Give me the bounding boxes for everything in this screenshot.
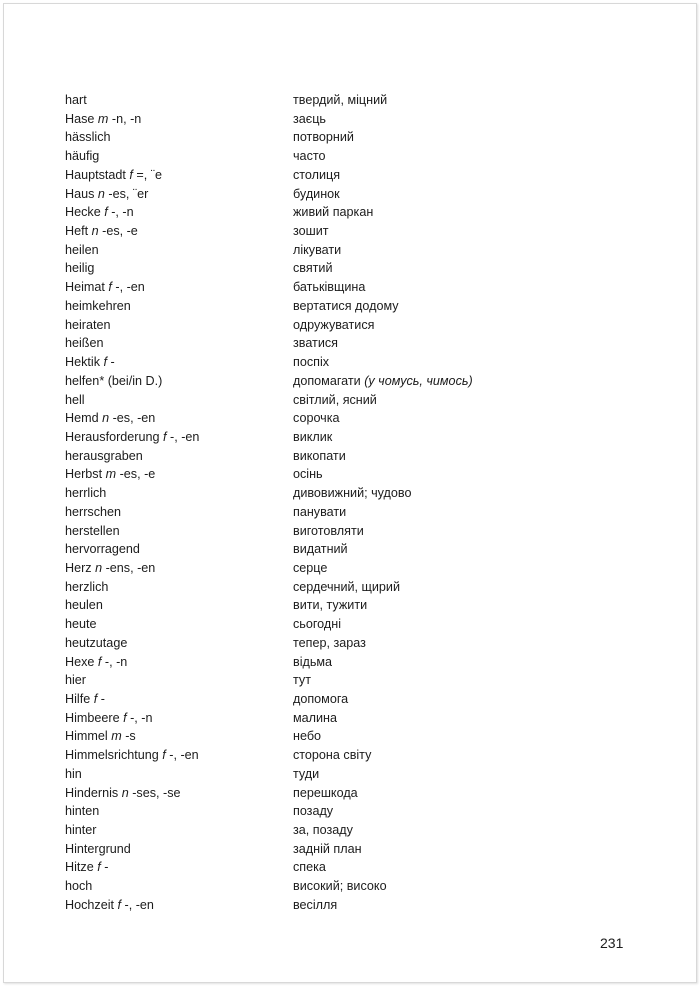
vocab-entry [65, 447, 545, 466]
vocab-entry [65, 596, 545, 615]
translation-text: за, позаду [293, 823, 353, 838]
ukrainian-translation [293, 522, 364, 541]
german-headword [65, 222, 138, 241]
headword-text: hässlich [65, 130, 111, 145]
gender-marker: f [162, 748, 166, 763]
vocab-entry [65, 409, 545, 428]
headword-text: heilig [65, 261, 95, 276]
german-headword [65, 409, 155, 428]
headword-text: Hitze [65, 860, 94, 875]
german-headword [65, 185, 148, 204]
vocab-entry [65, 522, 545, 541]
ukrainian-translation [293, 559, 327, 578]
translation-text: сьогодні [293, 617, 342, 632]
translation-text: виготовляти [293, 523, 364, 538]
headword-text: Himmelsrichtung [65, 748, 159, 763]
headword-text: Herausforderung [65, 429, 160, 444]
german-headword [65, 241, 99, 260]
translation-text: небо [293, 729, 322, 744]
gender-marker: m [111, 729, 122, 744]
ukrainian-translation [293, 896, 337, 915]
translation-text: зошит [293, 224, 329, 239]
vocab-entry [65, 765, 545, 784]
headword-text: herrlich [65, 486, 107, 501]
german-headword [65, 840, 131, 859]
headword-text: hoch [65, 879, 93, 894]
ukrainian-translation [293, 727, 321, 746]
vocab-entry [65, 671, 545, 690]
vocab-entry [65, 709, 545, 728]
ukrainian-translation [293, 147, 326, 166]
german-headword [65, 784, 181, 803]
ukrainian-translation [293, 128, 354, 147]
gender-marker: f [93, 692, 98, 706]
headword-text: herausgraben [65, 448, 143, 463]
inflection-forms: -s [125, 729, 136, 744]
ukrainian-translation [293, 409, 340, 428]
ukrainian-translation [293, 615, 341, 634]
vocab-entry [65, 634, 545, 653]
translation-text: відьма [293, 654, 333, 669]
german-headword [65, 540, 140, 559]
german-headword [65, 334, 104, 353]
german-headword [65, 503, 121, 522]
ukrainian-translation [293, 259, 333, 278]
headword-text: helfen* (bei/in D.) [65, 373, 163, 388]
ukrainian-translation [293, 428, 332, 447]
headword-text: heilen [65, 242, 99, 257]
vocab-entry [65, 278, 545, 297]
headword-text: Hecke [65, 205, 101, 220]
vocab-entry [65, 185, 545, 204]
ukrainian-translation [293, 821, 353, 840]
german-headword [65, 765, 82, 784]
ukrainian-translation [293, 203, 373, 222]
vocab-entry [65, 877, 545, 896]
vocab-entry [65, 484, 545, 503]
german-headword [65, 653, 127, 672]
inflection-forms: -, -n [130, 710, 153, 725]
translation-text: лікувати [293, 242, 342, 257]
german-headword [65, 896, 154, 915]
german-headword [65, 447, 143, 466]
german-headword [65, 671, 86, 690]
gender-marker: f [123, 710, 127, 725]
inflection-forms: -n, -n [111, 111, 142, 126]
german-headword [65, 821, 97, 840]
vocab-entry [65, 297, 545, 316]
german-headword [65, 465, 155, 484]
headword-text: heulen [65, 598, 103, 613]
german-headword [65, 615, 97, 634]
german-headword [65, 316, 111, 335]
translation-text: серце [293, 560, 328, 575]
inflection-forms: -, -n [104, 654, 128, 669]
inflection-forms: -es, -en [112, 411, 156, 426]
translation-text: потворний [293, 130, 354, 145]
ukrainian-translation [293, 297, 399, 316]
german-headword [65, 372, 162, 391]
ukrainian-translation [293, 278, 365, 297]
translation-text: столиця [293, 167, 341, 182]
headword-text: Hindernis [65, 785, 119, 800]
german-headword [65, 727, 136, 746]
vocab-entry [65, 203, 545, 222]
vocab-entry [65, 896, 545, 915]
gender-marker: f [117, 897, 121, 912]
gender-marker: f [97, 654, 102, 669]
vocab-entry [65, 259, 545, 278]
translation-text: живий паркан [293, 205, 374, 220]
translation-text: допомога [293, 692, 349, 706]
ukrainian-translation [293, 241, 341, 260]
ukrainian-translation [293, 578, 400, 597]
vocab-entry [65, 353, 545, 372]
usage-note: (у чомусь, чимось) [364, 373, 473, 388]
gender-marker: f [103, 355, 107, 370]
inflection-forms: -ses, -se [132, 785, 181, 800]
ukrainian-translation [293, 353, 329, 372]
translation-text: поспіх [293, 355, 330, 370]
headword-text: häufig [65, 149, 100, 164]
ukrainian-translation [293, 316, 374, 335]
inflection-forms: =, ¨e [136, 167, 162, 182]
german-headword [65, 484, 106, 503]
headword-text: Hilfe [65, 692, 91, 706]
headword-text: Hauptstadt [65, 167, 126, 182]
german-headword [65, 110, 141, 129]
headword-text: Hochzeit [65, 897, 114, 912]
vocab-entry [65, 802, 545, 821]
translation-text: батьківщина [293, 280, 366, 295]
translation-text: світлий, ясний [293, 392, 377, 407]
ukrainian-translation [293, 372, 473, 391]
translation-text: допомагати [293, 373, 361, 388]
vocab-entry [65, 128, 545, 147]
headword-text: heutzutage [65, 635, 128, 650]
ukrainian-translation [293, 503, 346, 522]
ukrainian-translation [293, 690, 348, 709]
vocab-entry [65, 746, 545, 765]
vocab-entry [65, 428, 545, 447]
german-headword [65, 147, 99, 166]
translation-text: тут [293, 673, 311, 688]
headword-text: Hexe [65, 654, 95, 669]
translation-text: позаду [293, 804, 334, 819]
vocab-entry [65, 166, 545, 185]
inflection-forms: -, -n [111, 205, 134, 220]
headword-text: hinten [65, 804, 100, 819]
ukrainian-translation [293, 222, 329, 241]
vocab-entry [65, 316, 545, 335]
gender-marker: n [102, 411, 110, 426]
vocab-entry [65, 540, 545, 559]
german-headword [65, 709, 152, 728]
gender-marker: f [129, 167, 133, 182]
vocab-entry [65, 91, 545, 110]
ukrainian-translation [293, 540, 348, 559]
headword-text: Haus [65, 186, 95, 201]
translation-text: спека [293, 860, 326, 875]
german-headword [65, 522, 120, 541]
dictionary-page [3, 3, 697, 983]
translation-text: панувати [293, 504, 347, 519]
german-headword [65, 297, 131, 316]
vocab-entry [65, 241, 545, 260]
vocab-entry [65, 391, 545, 410]
headword-text: Herz [65, 560, 92, 575]
headword-text: heimkehren [65, 298, 131, 313]
ukrainian-translation [293, 634, 366, 653]
translation-text: одружуватися [293, 317, 375, 332]
gender-marker: f [97, 860, 101, 875]
german-headword [65, 91, 87, 110]
translation-text: сорочка [293, 411, 340, 426]
inflection-forms: - [104, 860, 109, 875]
german-headword [65, 203, 134, 222]
translation-text: святий [293, 261, 333, 276]
translation-text: туди [293, 766, 320, 781]
inflection-forms: -, -en [169, 748, 199, 763]
translation-text: весілля [293, 897, 338, 912]
page-number: 231 [600, 935, 624, 951]
headword-text: Hase [65, 111, 95, 126]
vocab-entry [65, 465, 545, 484]
translation-text: тепер, зараз [293, 635, 366, 650]
vocab-entry [65, 147, 545, 166]
ukrainian-translation [293, 709, 337, 728]
inflection-forms: -es, ¨er [108, 186, 149, 201]
german-headword [65, 428, 199, 447]
vocab-entry [65, 784, 545, 803]
headword-text: hell [65, 392, 85, 407]
ukrainian-translation [293, 671, 311, 690]
inflection-forms: -, -en [124, 897, 154, 912]
translation-text: сторона світу [293, 748, 372, 763]
vocab-entry [65, 222, 545, 241]
ukrainian-translation [293, 877, 387, 896]
inflection-forms: -es, -e [102, 224, 138, 239]
german-headword [65, 802, 99, 821]
inflection-forms: -, -en [115, 280, 145, 295]
inflection-forms: -, -en [170, 429, 200, 444]
vocab-entry [65, 858, 545, 877]
translation-text: заєць [293, 111, 326, 126]
headword-text: heiraten [65, 317, 111, 332]
gender-marker: n [91, 224, 99, 239]
german-headword [65, 746, 199, 765]
inflection-forms: - [100, 692, 105, 706]
vocab-entry [65, 110, 545, 129]
ukrainian-translation [293, 765, 319, 784]
headword-text: hin [65, 766, 82, 781]
vocab-entry [65, 615, 545, 634]
vocab-entry [65, 821, 545, 840]
translation-text: задній план [293, 841, 362, 856]
german-headword [65, 858, 108, 877]
german-headword [65, 166, 162, 185]
vocab-entry [65, 578, 545, 597]
headword-text: Himbeere [65, 710, 120, 725]
translation-text: видатний [293, 542, 348, 557]
german-headword [65, 690, 105, 709]
headword-text: hier [65, 673, 86, 688]
translation-text: часто [293, 149, 326, 164]
translation-text: вити, тужити [293, 598, 368, 613]
headword-text: hervorragend [65, 542, 140, 557]
ukrainian-translation [293, 653, 332, 672]
inflection-forms: -es, -e [119, 467, 156, 482]
translation-text: зватися [293, 336, 338, 351]
vocab-entry [65, 690, 545, 709]
vocab-entry [65, 334, 545, 353]
ukrainian-translation [293, 596, 367, 615]
translation-text: малина [293, 710, 338, 725]
gender-marker: n [97, 186, 105, 201]
translation-text: осінь [293, 467, 323, 482]
ukrainian-translation [293, 110, 326, 129]
translation-text: будинок [293, 186, 340, 201]
german-headword [65, 391, 85, 410]
inflection-forms: -ens, -en [105, 560, 156, 575]
vocab-entry [65, 727, 545, 746]
german-headword [65, 596, 103, 615]
gender-marker: n [121, 785, 129, 800]
ukrainian-translation [293, 484, 411, 503]
headword-text: heißen [65, 336, 104, 351]
gender-marker: m [97, 111, 109, 126]
translation-text: виклик [293, 429, 333, 444]
ukrainian-translation [293, 166, 340, 185]
vocab-entry [65, 503, 545, 522]
ukrainian-translation [293, 334, 338, 353]
ukrainian-translation [293, 185, 340, 204]
translation-text: викопати [293, 448, 346, 463]
ukrainian-translation [293, 465, 323, 484]
gender-marker: m [105, 467, 117, 482]
translation-text: перешкода [293, 785, 358, 800]
ukrainian-translation [293, 447, 346, 466]
headword-text: Hintergrund [65, 841, 131, 856]
german-headword [65, 578, 108, 597]
translation-text: високий; високо [293, 879, 387, 894]
headword-text: herstellen [65, 523, 120, 538]
ukrainian-translation [293, 746, 371, 765]
gender-marker: n [95, 560, 103, 575]
german-headword [65, 259, 94, 278]
german-headword [65, 634, 127, 653]
german-headword [65, 128, 111, 147]
gender-marker: f [108, 280, 112, 295]
german-headword [65, 353, 115, 372]
vocabulary-list [65, 91, 545, 915]
headword-text: herzlich [65, 579, 109, 594]
vocab-entry [65, 372, 545, 391]
headword-text: Heft [65, 224, 89, 239]
headword-text: Himmel [65, 729, 108, 744]
headword-text: Hemd [65, 411, 99, 426]
ukrainian-translation [293, 91, 387, 110]
headword-text: Heimat [65, 280, 105, 295]
headword-text: hinter [65, 823, 97, 838]
translation-text: вертатися додому [293, 298, 399, 313]
vocab-entry [65, 653, 545, 672]
translation-text: дивовижний; чудово [293, 486, 412, 501]
gender-marker: f [163, 429, 167, 444]
ukrainian-translation [293, 784, 358, 803]
german-headword [65, 278, 145, 297]
gender-marker: f [104, 205, 108, 220]
german-headword [65, 559, 155, 578]
headword-text: heute [65, 617, 97, 632]
headword-text: Hektik [65, 355, 100, 370]
vocab-entry [65, 840, 545, 859]
translation-text: твердий, міцний [293, 93, 388, 107]
ukrainian-translation [293, 802, 333, 821]
headword-text: hart [65, 93, 87, 107]
ukrainian-translation [293, 391, 377, 410]
ukrainian-translation [293, 858, 326, 877]
headword-text: herrschen [65, 504, 122, 519]
german-headword [65, 877, 92, 896]
inflection-forms: - [110, 355, 115, 370]
headword-text: Herbst [65, 467, 103, 482]
ukrainian-translation [293, 840, 362, 859]
vocab-entry [65, 559, 545, 578]
translation-text: сердечний, щирий [293, 579, 401, 594]
